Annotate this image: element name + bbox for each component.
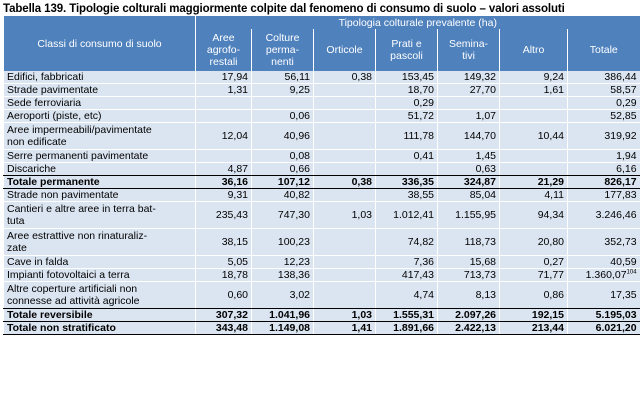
column-header: Prati e pascoli xyxy=(376,29,438,71)
row-label: Aree estrattive non rinaturaliz- zate xyxy=(4,229,196,256)
row-label: Totale reversibile xyxy=(4,309,196,322)
table-row xyxy=(4,202,640,229)
table-row xyxy=(4,150,640,163)
column-header: Totale xyxy=(568,29,640,71)
table-cell: 27,70 xyxy=(438,84,500,97)
table-cell: 58,57 xyxy=(568,84,640,97)
table-cell: 138,36 xyxy=(252,269,314,282)
table-cell xyxy=(314,229,376,256)
table-cell: 386,44 xyxy=(568,71,640,84)
table-cell: 0,38 xyxy=(314,176,376,189)
table-cell xyxy=(376,163,438,176)
table-cell xyxy=(314,256,376,269)
table-cell: 1.555,31 xyxy=(376,309,438,322)
table-cell: 38,15 xyxy=(196,229,252,256)
row-label: Cave in falda xyxy=(4,256,196,269)
class-column-header: Classi di consumo di suolo xyxy=(4,16,196,71)
table-row xyxy=(4,97,640,110)
table-cell: 307,32 xyxy=(196,309,252,322)
table-cell xyxy=(500,97,568,110)
table-cell: 38,55 xyxy=(376,189,438,202)
row-label: Totale non stratificato xyxy=(4,322,196,335)
table-cell: 52,85 xyxy=(568,110,640,123)
row-label: Totale permanente xyxy=(4,176,196,189)
table-cell: 2.097,26 xyxy=(438,309,500,322)
table-cell: 1.891,66 xyxy=(376,322,438,335)
table-cell xyxy=(314,282,376,309)
table-cell: 417,43 xyxy=(376,269,438,282)
table-row xyxy=(4,229,640,256)
table-cell: 74,82 xyxy=(376,229,438,256)
table-cell: 3,02 xyxy=(252,282,314,309)
table-row xyxy=(4,189,640,202)
row-label: Aree impermeabili/pavimentate non edificate xyxy=(4,123,196,150)
table-cell: 36,16 xyxy=(196,176,252,189)
table-cell: 0,29 xyxy=(568,97,640,110)
group-header: Tipologia colturale prevalente (ha) xyxy=(196,16,640,29)
table-cell: 94,34 xyxy=(500,202,568,229)
table-cell: 153,45 xyxy=(376,71,438,84)
table-caption: Tabella 139. Tipologie colturali maggiormente colpite dal fenomeno di consumo di suolo – valori assoluti xyxy=(3,3,565,15)
table-cell xyxy=(196,150,252,163)
table-cell: 4,87 xyxy=(196,163,252,176)
table-cell: 12,04 xyxy=(196,123,252,150)
table-cell: 10,44 xyxy=(500,123,568,150)
table-cell xyxy=(314,97,376,110)
table-cell xyxy=(314,163,376,176)
column-header: Orticole xyxy=(314,29,376,71)
table-row xyxy=(4,256,640,269)
table-cell: 1,94 xyxy=(568,150,640,163)
table-row xyxy=(4,309,640,322)
table-cell: 9,31 xyxy=(196,189,252,202)
table-cell: 0,29 xyxy=(376,97,438,110)
table-cell: 1.012,41 xyxy=(376,202,438,229)
table-cell xyxy=(500,110,568,123)
table-cell xyxy=(314,150,376,163)
table-cell: 40,59 xyxy=(568,256,640,269)
table-cell: 40,82 xyxy=(252,189,314,202)
table-cell: 0,08 xyxy=(252,150,314,163)
table-cell: 319,92 xyxy=(568,123,640,150)
row-label: Strade non pavimentate xyxy=(4,189,196,202)
table-cell: 1,41 xyxy=(314,322,376,335)
row-label: Edifici, fabbricati xyxy=(4,71,196,84)
table-cell: 8,13 xyxy=(438,282,500,309)
table-cell xyxy=(500,163,568,176)
table-cell: 1,61 xyxy=(500,84,568,97)
table-cell: 5,05 xyxy=(196,256,252,269)
table-cell: 0,38 xyxy=(314,71,376,84)
table-cell: 324,87 xyxy=(438,176,500,189)
row-label: Impianti fotovoltaici a terra xyxy=(4,269,196,282)
footnote-ref: 104 xyxy=(626,269,637,276)
row-label: Discariche xyxy=(4,163,196,176)
table-row xyxy=(4,110,640,123)
table-cell: 1,31 xyxy=(196,84,252,97)
table-cell: 2.422,13 xyxy=(438,322,500,335)
table-cell: 118,73 xyxy=(438,229,500,256)
table-cell: 4,74 xyxy=(376,282,438,309)
table-cell: 0,86 xyxy=(500,282,568,309)
table-cell: 1.360,07$^{104}$ xyxy=(568,269,640,282)
table-cell xyxy=(500,150,568,163)
table-cell xyxy=(314,84,376,97)
table-cell: 0,66 xyxy=(252,163,314,176)
row-label: Cantieri e altre aree in terra bat- tuta xyxy=(4,202,196,229)
table-cell: 149,32 xyxy=(438,71,500,84)
table-cell: 177,83 xyxy=(568,189,640,202)
table-cell xyxy=(314,110,376,123)
table-row xyxy=(4,84,640,97)
table-cell: 826,17 xyxy=(568,176,640,189)
column-header: Altro xyxy=(500,29,568,71)
table-cell: 1.155,95 xyxy=(438,202,500,229)
column-header: Aree agrofo- restali xyxy=(196,29,252,71)
row-label: Serre permanenti pavimentate xyxy=(4,150,196,163)
table-cell: 1,03 xyxy=(314,309,376,322)
table-row xyxy=(4,123,640,150)
table-cell: 336,35 xyxy=(376,176,438,189)
column-header: Colture perma- nenti xyxy=(252,29,314,71)
table-cell xyxy=(314,269,376,282)
table-cell xyxy=(314,123,376,150)
table-cell xyxy=(438,97,500,110)
table-cell: 18,78 xyxy=(196,269,252,282)
table-cell: 4,11 xyxy=(500,189,568,202)
table-cell xyxy=(196,97,252,110)
table-cell: 0,60 xyxy=(196,282,252,309)
table-cell: 51,72 xyxy=(376,110,438,123)
table-cell: 1.149,08 xyxy=(252,322,314,335)
table-row xyxy=(4,163,640,176)
table-cell: 6.021,20 xyxy=(568,322,640,335)
table-cell: 713,73 xyxy=(438,269,500,282)
row-label: Strade pavimentate xyxy=(4,84,196,97)
table-cell: 3.246,46 xyxy=(568,202,640,229)
table-cell: 0,27 xyxy=(500,256,568,269)
table-cell: 343,48 xyxy=(196,322,252,335)
table-cell: 0,41 xyxy=(376,150,438,163)
table-cell: 15,68 xyxy=(438,256,500,269)
table-cell: 17,35 xyxy=(568,282,640,309)
table-cell: 7,36 xyxy=(376,256,438,269)
table-cell: 18,70 xyxy=(376,84,438,97)
table-cell: 85,04 xyxy=(438,189,500,202)
table-row xyxy=(4,282,640,309)
table-cell: 1,45 xyxy=(438,150,500,163)
column-header: Semina- tivi xyxy=(438,29,500,71)
table-cell: 12,23 xyxy=(252,256,314,269)
table-cell: 56,11 xyxy=(252,71,314,84)
table-cell: 9,24 xyxy=(500,71,568,84)
table-cell: 107,12 xyxy=(252,176,314,189)
row-label: Sede ferroviaria xyxy=(4,97,196,110)
table-cell: 144,70 xyxy=(438,123,500,150)
table-row xyxy=(4,322,640,335)
table-cell: 20,80 xyxy=(500,229,568,256)
table-row xyxy=(4,269,640,282)
table-cell: 747,30 xyxy=(252,202,314,229)
row-label: Aeroporti (piste, etc) xyxy=(4,110,196,123)
land-consumption-table xyxy=(3,16,640,335)
table-cell: 1.041,96 xyxy=(252,309,314,322)
table-cell: 1,07 xyxy=(438,110,500,123)
table-cell: 0,63 xyxy=(438,163,500,176)
table-cell xyxy=(252,97,314,110)
table-cell: 9,25 xyxy=(252,84,314,97)
table-cell: 111,78 xyxy=(376,123,438,150)
table-cell: 192,15 xyxy=(500,309,568,322)
table-cell: 5.195,03 xyxy=(568,309,640,322)
table-cell: 235,43 xyxy=(196,202,252,229)
table-cell: 213,44 xyxy=(500,322,568,335)
table-cell: 352,73 xyxy=(568,229,640,256)
table-row xyxy=(4,71,640,84)
table-cell: 71,77 xyxy=(500,269,568,282)
table-cell xyxy=(314,189,376,202)
row-label: Altre coperture artificiali non connesse ad attività agricole xyxy=(4,282,196,309)
table-cell: 6,16 xyxy=(568,163,640,176)
table-cell: 0,06 xyxy=(252,110,314,123)
table-row xyxy=(4,176,640,189)
table-cell: 21,29 xyxy=(500,176,568,189)
table-cell: 1,03 xyxy=(314,202,376,229)
table-cell xyxy=(196,110,252,123)
table-cell: 17,94 xyxy=(196,71,252,84)
table-cell: 100,23 xyxy=(252,229,314,256)
table-cell: 40,96 xyxy=(252,123,314,150)
